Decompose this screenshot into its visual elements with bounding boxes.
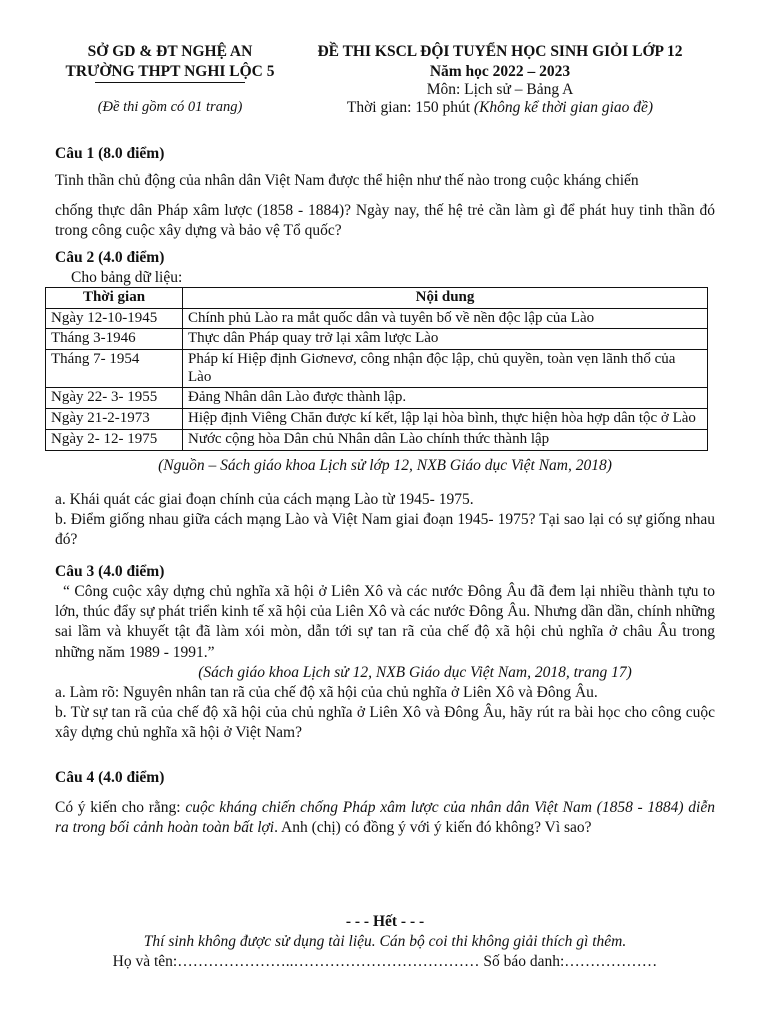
table-cell-content: Chính phủ Lào ra mắt quốc dân và tuyên bố về nền độc lập của Lào <box>183 308 708 329</box>
footer-note: Thí sinh không được sử dụng tài liệu. Cán bộ coi thi không giải thích gì thêm. <box>143 933 627 951</box>
table-header-cell: Nội dung <box>183 288 708 309</box>
exam-footer <box>40 912 730 972</box>
table-cell-time: Tháng 3-1946 <box>46 329 183 350</box>
question-1 <box>55 144 715 242</box>
question-3-part-a: a. Làm rõ: Nguyên nhân tan rã của chế độ xã hội của chủ nghĩa ở Liên Xô và Đông Âu. <box>55 683 598 701</box>
question-4-suffix: . Anh (chị) có đồng ý với ý kiến đó không? Vì sao? <box>274 819 592 837</box>
question-1-line1: Tinh thần chủ động của nhân dân Việt Nam được thể hiện như thế nào trong cuộc kháng chiến <box>55 172 639 190</box>
table-cell-time: Ngày 22- 3- 1955 <box>46 388 183 409</box>
table-row <box>46 429 708 450</box>
table-cell-time: Ngày 12-10-1945 <box>46 308 183 329</box>
table-cell-time: Ngày 2- 12- 1975 <box>46 429 183 450</box>
question-3-title: Câu 3 (4.0 điểm) <box>55 563 165 580</box>
table-cell-content: Hiệp định Viêng Chăn được kí kết, lập lại hòa bình, thực hiện hòa hợp dân tộc ở Lào <box>183 409 708 430</box>
table-cell-content: Đảng Nhân dân Lào được thành lập. <box>183 388 708 409</box>
table-cell-content: Pháp kí Hiệp định Giơnevơ, công nhận độc lập, chủ quyền, toàn vẹn lãnh thổ của Lào <box>183 350 708 388</box>
exam-title: ĐỀ THI KSCL ĐỘI TUYỂN HỌC SINH GIỎI LỚP 12 <box>317 43 683 60</box>
table-row <box>46 329 708 350</box>
question-2-part-b: b. Điểm giống nhau giữa cách mạng Lào và Việt Nam giai đoạn 1945- 1975? Tại sao lại có sự giống nhau đó? <box>55 511 715 549</box>
question-4-prefix: Có ý kiến cho rằng: <box>55 799 186 817</box>
question-2-intro: Cho bảng dữ liệu: <box>71 269 183 287</box>
table-cell-time: Tháng 7- 1954 <box>46 350 183 388</box>
question-2-parts <box>55 456 715 551</box>
table-header-cell: Thời gian <box>46 288 183 309</box>
department-name: SỞ GD & ĐT NGHỆ AN <box>87 43 253 60</box>
question-4-body <box>55 798 715 838</box>
question-2 <box>55 248 715 288</box>
table-cell-content: Nước cộng hòa Dân chủ Nhân dân Lào chính thức thành lập <box>183 429 708 450</box>
question-1-line2: chống thực dân Pháp xâm lược (1858 - 1884)? Ngày nay, thế hệ trẻ cần làm gì để phát huy tinh thần đó trong công cuộc xây dựng và bảo vệ Tổ quốc? <box>55 202 715 240</box>
question-3-quote: “ Công cuộc xây dựng chủ nghĩa xã hội ở Liên Xô và các nước Đông Âu đã đem lại nhiều thành tựu to lớn, thúc đẩy sự phát triển kinh tế xã hội của Liên Xô và các nước Đông Âu. Nhưng dần dần, chính những sai lầm và khuyết tật đã làm xói mòn, dẫn tới sự tan rã của chế độ xã hội chủ nghĩa ở châu Âu trong những năm 1989 - 1991.” <box>55 583 715 661</box>
school-year: Năm học 2022 – 2023 <box>429 63 571 80</box>
question-1-title: Câu 1 (8.0 điểm) <box>55 145 165 162</box>
table-row <box>46 409 708 430</box>
end-marker: - - - Hết - - - <box>345 913 425 930</box>
question-4-quote: cuộc kháng chiến chống Pháp xâm lược của nhân dân Việt Nam (1858 - 1884) diễn ra trong bối cảnh hoàn toàn bất lợi <box>55 799 715 837</box>
question-2-part-a: a. Khái quát các giai đoạn chính của cách mạng Lào từ 1945- 1975. <box>55 491 474 509</box>
candidate-fields: Họ và tên:…………………..……………………………… Số báo danh:……………… <box>112 953 658 971</box>
pages-note: (Đề thi gồm có 01 trang) <box>97 99 243 115</box>
laos-revolution-table <box>45 287 708 451</box>
table-row <box>46 388 708 409</box>
question-4 <box>55 768 715 838</box>
school-name: TRƯỜNG THPT NGHI LỘC 5 <box>65 63 275 80</box>
time-note: (Không kể thời gian giao đề) <box>473 99 654 116</box>
table-row <box>46 350 708 388</box>
exam-subject: Môn: Lịch sử – Bảng A <box>426 81 574 98</box>
time-label: Thời gian: 150 phút <box>346 99 474 116</box>
question-2-source: (Nguồn – Sách giáo khoa Lịch sử lớp 12, NXB Giáo dục Việt Nam, 2018) <box>158 457 612 474</box>
question-3-source: (Sách giáo khoa Lịch sử 12, NXB Giáo dục Việt Nam, 2018, trang 17) <box>198 663 632 681</box>
question-3-part-b: b. Từ sự tan rã của chế độ xã hội của chủ nghĩa ở Liên Xô và Đông Âu, hãy rút ra bài học cho công cuộc xây dựng chủ nghĩa xã hội ở Việt Nam? <box>55 703 715 742</box>
school-underline <box>95 82 245 83</box>
question-4-title: Câu 4 (4.0 điểm) <box>55 769 165 786</box>
table-cell-content: Thực dân Pháp quay trở lại xâm lược Lào <box>183 329 708 350</box>
question-2-title: Câu 2 (4.0 điểm) <box>55 249 165 266</box>
exam-header <box>0 42 768 122</box>
table-cell-time: Ngày 21-2-1973 <box>46 409 183 430</box>
exam-time <box>285 98 715 118</box>
table-header-row <box>46 288 708 309</box>
question-3 <box>55 562 715 743</box>
table-row <box>46 308 708 329</box>
